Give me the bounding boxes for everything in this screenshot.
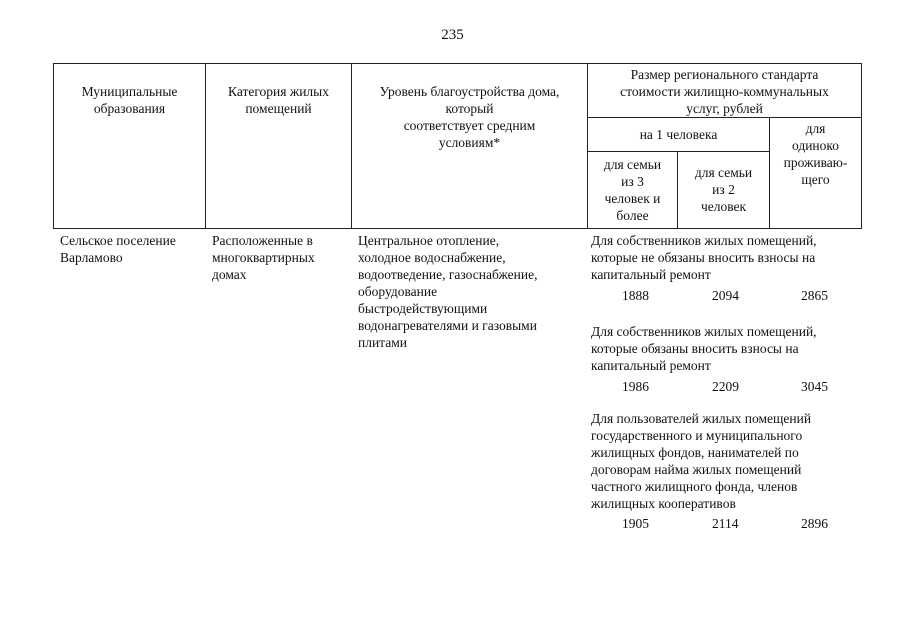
header-single [770, 118, 862, 229]
header-amenity-line: условиям* [438, 135, 501, 150]
page-number: 235 [441, 27, 464, 43]
header-family3-line: человек и [604, 191, 661, 206]
amenity-line: быстродействующими [358, 301, 488, 316]
header-category-text: Категория жилых помещений [228, 84, 329, 116]
value-family2: 2114 [712, 516, 739, 531]
header-family3-line: более [616, 208, 649, 223]
group-label-line: которые обязаны вносить взносы на [591, 341, 799, 356]
row-category [212, 232, 315, 283]
header-amenity-line: соответствует средним [403, 118, 536, 133]
header-category [206, 64, 352, 229]
category-line: домах [212, 267, 247, 282]
category-line: Расположенные в [212, 233, 313, 248]
municipality-line: Варламово [60, 250, 123, 265]
group-1-label [591, 232, 817, 283]
municipality-line: Сельское поселение [60, 233, 176, 248]
header-family2-line: человек [700, 199, 747, 214]
value-family3: 1986 [622, 379, 649, 394]
value-family2: 2209 [712, 379, 739, 394]
group-3-label [591, 410, 811, 512]
header-municipality-text: Муниципальные образования [81, 84, 178, 116]
header-family2-line: для семьи [694, 165, 753, 180]
header-standard [588, 64, 862, 118]
group-label-line: капитальный ремонт [591, 267, 711, 282]
header-standard-line: услуг, рублей [686, 101, 763, 116]
amenity-line: водоотведение, газоснабжение, [358, 267, 538, 282]
value-single: 2865 [801, 288, 828, 303]
header-amenity [352, 64, 588, 229]
header-family2 [678, 152, 770, 229]
value-single: 3045 [801, 379, 828, 394]
header-family3 [588, 152, 678, 229]
group-label-line: которые не обязаны вносить взносы на [591, 250, 816, 265]
row-municipality [60, 232, 176, 266]
header-per-person [588, 118, 770, 152]
header-single-line: щего [801, 172, 830, 187]
group-label-line: частного жилищного фонда, членов [591, 479, 798, 494]
group-label-line: договорам найма жилых помещений [591, 462, 802, 477]
header-municipality [54, 64, 206, 229]
value-family2: 2094 [712, 288, 739, 303]
group-label-line: Для собственников жилых помещений, [591, 233, 817, 248]
amenity-line: плитами [358, 335, 408, 350]
header-standard-line: Размер регионального стандарта [630, 67, 819, 82]
header-amenity-line: Уровень благоустройства дома, [379, 84, 560, 99]
category-line: многоквартирных [212, 250, 315, 265]
group-label-line: государственного и муниципального [591, 428, 803, 443]
header-per-person-text: на 1 человека [639, 127, 718, 142]
table-header [53, 63, 862, 229]
header-single-line: для [805, 121, 826, 136]
amenity-line: Центральное отопление, [358, 233, 500, 248]
header-single-line: проживаю- [783, 155, 848, 170]
row-amenity [358, 232, 537, 351]
header-single-line: одиноко [791, 138, 840, 153]
group-label-line: жилищных фондов, нанимателей по [591, 445, 799, 460]
group-2-label [591, 323, 817, 374]
group-label-line: жилищных кооперативов [591, 496, 736, 511]
header-family3-line: для семьи [603, 157, 662, 172]
value-single: 2896 [801, 516, 828, 531]
amenity-line: оборудование [358, 284, 438, 299]
group-label-line: капитальный ремонт [591, 358, 711, 373]
amenity-line: холодное водоснабжение, [358, 250, 506, 265]
header-standard-line: стоимости жилищно-коммунальных [620, 84, 829, 99]
header-family3-line: из 3 [621, 174, 644, 189]
header-family2-line: из 2 [712, 182, 735, 197]
value-family3: 1905 [622, 516, 649, 531]
header-amenity-line: который [445, 101, 494, 116]
group-label-line: Для пользователей жилых помещений [591, 411, 812, 426]
value-family3: 1888 [622, 288, 649, 303]
group-label-line: Для собственников жилых помещений, [591, 324, 817, 339]
amenity-line: водонагревателями и газовыми [358, 318, 537, 333]
